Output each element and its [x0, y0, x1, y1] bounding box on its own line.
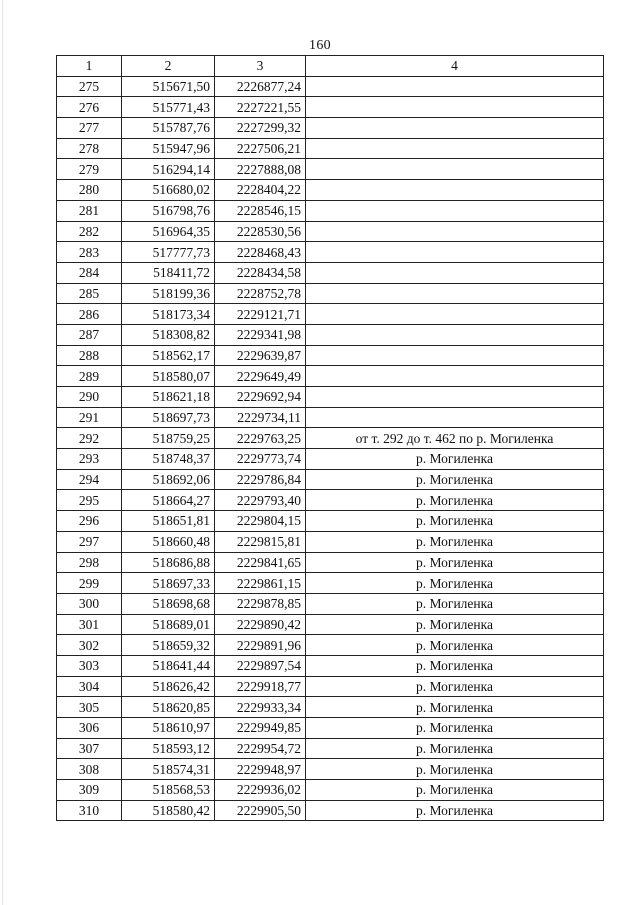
y-coordinate-cell: 2227888,08: [215, 159, 306, 180]
description-cell: [306, 242, 604, 263]
table-row: [57, 635, 604, 656]
point-number-cell: 301: [57, 614, 122, 635]
x-coordinate-cell: 515787,76: [122, 118, 215, 139]
x-coordinate-cell: 515771,43: [122, 97, 215, 118]
x-coordinate-cell: 518626,42: [122, 676, 215, 697]
table-row: [57, 138, 604, 159]
x-coordinate-cell: 518562,17: [122, 345, 215, 366]
y-coordinate-cell: 2229841,65: [215, 552, 306, 573]
description-cell: р. Могиленка: [306, 759, 604, 780]
point-number-cell: 282: [57, 221, 122, 242]
x-coordinate-cell: 518748,37: [122, 449, 215, 470]
point-number-cell: 291: [57, 407, 122, 428]
x-coordinate-cell: 516294,14: [122, 159, 215, 180]
y-coordinate-cell: 2229948,97: [215, 759, 306, 780]
description-cell: р. Могиленка: [306, 511, 604, 532]
column-header-point-number: 1: [57, 56, 122, 77]
point-number-cell: 288: [57, 345, 122, 366]
point-number-cell: 306: [57, 718, 122, 739]
description-cell: р. Могиленка: [306, 614, 604, 635]
description-cell: [306, 138, 604, 159]
y-coordinate-cell: 2228546,15: [215, 200, 306, 221]
point-number-cell: 300: [57, 593, 122, 614]
description-cell: [306, 159, 604, 180]
table-row: [57, 221, 604, 242]
table-row: [57, 366, 604, 387]
y-coordinate-cell: 2229649,49: [215, 366, 306, 387]
description-cell: [306, 345, 604, 366]
table-row: [57, 490, 604, 511]
point-number-cell: 305: [57, 697, 122, 718]
point-number-cell: 290: [57, 387, 122, 408]
description-cell: [306, 221, 604, 242]
point-number-cell: 286: [57, 304, 122, 325]
y-coordinate-cell: 2227299,32: [215, 118, 306, 139]
x-coordinate-cell: 518580,42: [122, 800, 215, 821]
description-cell: [306, 387, 604, 408]
table-row: [57, 759, 604, 780]
table-row: [57, 614, 604, 635]
table-row: [57, 511, 604, 532]
point-number-cell: 285: [57, 283, 122, 304]
description-cell: [306, 262, 604, 283]
x-coordinate-cell: 516964,35: [122, 221, 215, 242]
point-number-cell: 299: [57, 573, 122, 594]
y-coordinate-cell: 2228404,22: [215, 180, 306, 201]
y-coordinate-cell: 2229734,11: [215, 407, 306, 428]
x-coordinate-cell: 515947,96: [122, 138, 215, 159]
description-cell: р. Могиленка: [306, 531, 604, 552]
description-cell: р. Могиленка: [306, 449, 604, 470]
table-row: [57, 676, 604, 697]
description-cell: р. Могиленка: [306, 469, 604, 490]
y-coordinate-cell: 2229890,42: [215, 614, 306, 635]
table-row: [57, 593, 604, 614]
column-header-description: 4: [306, 56, 604, 77]
point-number-cell: 293: [57, 449, 122, 470]
y-coordinate-cell: 2228530,56: [215, 221, 306, 242]
description-cell: р. Могиленка: [306, 780, 604, 801]
x-coordinate-cell: 518308,82: [122, 324, 215, 345]
table-row: [57, 242, 604, 263]
table-row: [57, 345, 604, 366]
table-row: [57, 738, 604, 759]
column-header-y: 3: [215, 56, 306, 77]
x-coordinate-cell: 518641,44: [122, 655, 215, 676]
table-row: [57, 283, 604, 304]
y-coordinate-cell: 2229891,96: [215, 635, 306, 656]
y-coordinate-cell: 2229815,81: [215, 531, 306, 552]
x-coordinate-cell: 518610,97: [122, 718, 215, 739]
y-coordinate-cell: 2229861,15: [215, 573, 306, 594]
table-row: [57, 387, 604, 408]
point-number-cell: 307: [57, 738, 122, 759]
point-number-cell: 280: [57, 180, 122, 201]
table-row: [57, 800, 604, 821]
x-coordinate-cell: 518660,48: [122, 531, 215, 552]
table-row: [57, 697, 604, 718]
point-number-cell: 304: [57, 676, 122, 697]
header-row: [57, 56, 604, 77]
column-header-x: 2: [122, 56, 215, 77]
point-number-cell: 295: [57, 490, 122, 511]
description-cell: [306, 366, 604, 387]
table-row: [57, 655, 604, 676]
y-coordinate-cell: 2229905,50: [215, 800, 306, 821]
y-coordinate-cell: 2229933,34: [215, 697, 306, 718]
y-coordinate-cell: 2228468,43: [215, 242, 306, 263]
y-coordinate-cell: 2229121,71: [215, 304, 306, 325]
point-number-cell: 278: [57, 138, 122, 159]
coordinates-table: [56, 55, 604, 821]
table-row: [57, 407, 604, 428]
description-cell: [306, 324, 604, 345]
point-number-cell: 302: [57, 635, 122, 656]
point-number-cell: 292: [57, 428, 122, 449]
x-coordinate-cell: 518580,07: [122, 366, 215, 387]
table-header: [57, 56, 604, 77]
table-row: [57, 780, 604, 801]
point-number-cell: 297: [57, 531, 122, 552]
scan-edge-line: [2, 0, 3, 905]
table-row: [57, 262, 604, 283]
point-number-cell: 294: [57, 469, 122, 490]
x-coordinate-cell: 518593,12: [122, 738, 215, 759]
x-coordinate-cell: 518568,53: [122, 780, 215, 801]
table-row: [57, 718, 604, 739]
description-cell: [306, 304, 604, 325]
point-number-cell: 287: [57, 324, 122, 345]
description-cell: [306, 283, 604, 304]
y-coordinate-cell: 2227506,21: [215, 138, 306, 159]
description-cell: р. Могиленка: [306, 593, 604, 614]
table-row: [57, 552, 604, 573]
x-coordinate-cell: 517777,73: [122, 242, 215, 263]
point-number-cell: 296: [57, 511, 122, 532]
y-coordinate-cell: 2229341,98: [215, 324, 306, 345]
y-coordinate-cell: 2227221,55: [215, 97, 306, 118]
table-row: [57, 180, 604, 201]
description-cell: р. Могиленка: [306, 800, 604, 821]
x-coordinate-cell: 516680,02: [122, 180, 215, 201]
x-coordinate-cell: 515671,50: [122, 76, 215, 97]
point-number-cell: 309: [57, 780, 122, 801]
table-row: [57, 97, 604, 118]
description-cell: от т. 292 до т. 462 по р. Могиленка: [306, 428, 604, 449]
description-cell: р. Могиленка: [306, 552, 604, 573]
y-coordinate-cell: 2226877,24: [215, 76, 306, 97]
x-coordinate-cell: 518620,85: [122, 697, 215, 718]
x-coordinate-cell: 518651,81: [122, 511, 215, 532]
table-row: [57, 159, 604, 180]
x-coordinate-cell: 518411,72: [122, 262, 215, 283]
x-coordinate-cell: 518686,88: [122, 552, 215, 573]
x-coordinate-cell: 518697,73: [122, 407, 215, 428]
description-cell: р. Могиленка: [306, 635, 604, 656]
x-coordinate-cell: 518621,18: [122, 387, 215, 408]
table-row: [57, 573, 604, 594]
point-number-cell: 308: [57, 759, 122, 780]
table-row: [57, 469, 604, 490]
y-coordinate-cell: 2229786,84: [215, 469, 306, 490]
description-cell: р. Могиленка: [306, 573, 604, 594]
point-number-cell: 279: [57, 159, 122, 180]
point-number-cell: 289: [57, 366, 122, 387]
point-number-cell: 298: [57, 552, 122, 573]
x-coordinate-cell: 518664,27: [122, 490, 215, 511]
x-coordinate-cell: 518697,33: [122, 573, 215, 594]
point-number-cell: 283: [57, 242, 122, 263]
point-number-cell: 303: [57, 655, 122, 676]
description-cell: [306, 407, 604, 428]
description-cell: [306, 180, 604, 201]
y-coordinate-cell: 2229804,15: [215, 511, 306, 532]
table-row: [57, 449, 604, 470]
table-row: [57, 324, 604, 345]
description-cell: [306, 97, 604, 118]
description-cell: р. Могиленка: [306, 490, 604, 511]
description-cell: [306, 118, 604, 139]
point-number-cell: 310: [57, 800, 122, 821]
y-coordinate-cell: 2229954,72: [215, 738, 306, 759]
page-number: 160: [309, 38, 331, 53]
y-coordinate-cell: 2229918,77: [215, 676, 306, 697]
y-coordinate-cell: 2228434,58: [215, 262, 306, 283]
description-cell: р. Могиленка: [306, 718, 604, 739]
y-coordinate-cell: 2229639,87: [215, 345, 306, 366]
x-coordinate-cell: 518659,32: [122, 635, 215, 656]
description-cell: р. Могиленка: [306, 738, 604, 759]
description-cell: р. Могиленка: [306, 655, 604, 676]
table-body: [57, 76, 604, 821]
table-row: [57, 428, 604, 449]
y-coordinate-cell: 2229897,54: [215, 655, 306, 676]
x-coordinate-cell: 516798,76: [122, 200, 215, 221]
description-cell: р. Могиленка: [306, 697, 604, 718]
y-coordinate-cell: 2228752,78: [215, 283, 306, 304]
point-number-cell: 284: [57, 262, 122, 283]
description-cell: [306, 200, 604, 221]
x-coordinate-cell: 518199,36: [122, 283, 215, 304]
table-row: [57, 118, 604, 139]
y-coordinate-cell: 2229763,25: [215, 428, 306, 449]
x-coordinate-cell: 518692,06: [122, 469, 215, 490]
description-cell: р. Могиленка: [306, 676, 604, 697]
table-row: [57, 200, 604, 221]
point-number-cell: 276: [57, 97, 122, 118]
x-coordinate-cell: 518574,31: [122, 759, 215, 780]
table-row: [57, 531, 604, 552]
point-number-cell: 277: [57, 118, 122, 139]
y-coordinate-cell: 2229692,94: [215, 387, 306, 408]
description-cell: [306, 76, 604, 97]
y-coordinate-cell: 2229773,74: [215, 449, 306, 470]
y-coordinate-cell: 2229949,85: [215, 718, 306, 739]
y-coordinate-cell: 2229936,02: [215, 780, 306, 801]
point-number-cell: 275: [57, 76, 122, 97]
table-row: [57, 76, 604, 97]
x-coordinate-cell: 518689,01: [122, 614, 215, 635]
x-coordinate-cell: 518759,25: [122, 428, 215, 449]
point-number-cell: 281: [57, 200, 122, 221]
x-coordinate-cell: 518173,34: [122, 304, 215, 325]
y-coordinate-cell: 2229878,85: [215, 593, 306, 614]
table-row: [57, 304, 604, 325]
y-coordinate-cell: 2229793,40: [215, 490, 306, 511]
x-coordinate-cell: 518698,68: [122, 593, 215, 614]
